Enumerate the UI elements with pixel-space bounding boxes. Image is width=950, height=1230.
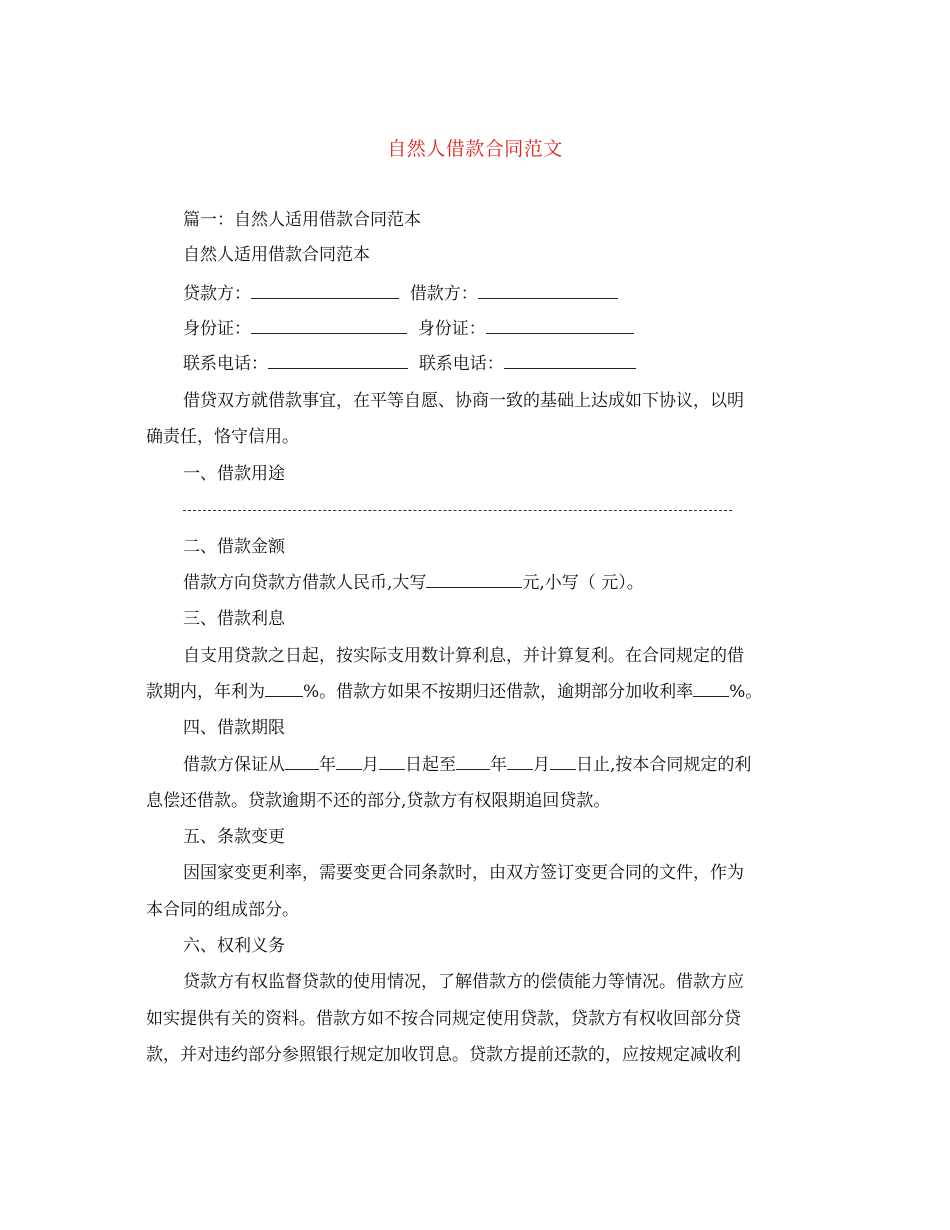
intro-line-2: 确责任，恪守信用。: [146, 427, 299, 447]
borrower-blank[interactable]: [478, 282, 618, 299]
change-line-1: 因国家变更利率，需要变更合同条款时，由双方签订变更合同的文件，作为: [183, 863, 744, 883]
start-day-blank[interactable]: [379, 753, 405, 770]
rights-line-3: 款，并对违约部分参照银行规定加收罚息。贷款方提前还款的，应按规定减收利: [146, 1045, 741, 1065]
document-title: 自然人借款合同范文: [387, 138, 563, 160]
interest-line-2: [146, 680, 762, 704]
interest-text-b: %。借款方如果不按期归还借款，逾期部分加收利率: [303, 682, 694, 702]
term-day-1: 日起至: [405, 755, 456, 775]
term-month-1: 月: [362, 755, 379, 775]
start-year-blank[interactable]: [285, 753, 319, 770]
rights-line-2: 如实提供有关的资料。借款方如不按合同规定使用贷款，贷款方有权收回部分贷: [146, 1009, 741, 1029]
borrower-id-label: 身份证：: [417, 319, 486, 339]
amount-text: 借款方向贷款方借款人民币,大写: [183, 573, 427, 593]
chapter-heading: 篇一：自然人适用借款合同范本: [183, 210, 421, 230]
term-text-a: 借款方保证从: [183, 755, 285, 775]
amount-line: [183, 571, 644, 595]
term-month-2: 月: [533, 755, 550, 775]
contract-subtitle: 自然人适用借款合同范本: [183, 245, 370, 265]
lender-phone-blank[interactable]: [268, 352, 408, 369]
section-heading-change: 五、条款变更: [183, 827, 285, 847]
section-heading-interest: 三、借款利息: [183, 609, 285, 629]
borrower-phone-label: 联系电话：: [418, 354, 504, 374]
interest-line-1: 自支用贷款之日起，按实际支用数计算利息，并计算复利。在合同规定的借: [183, 646, 744, 666]
lender-blank[interactable]: [251, 282, 399, 299]
start-month-blank[interactable]: [336, 753, 362, 770]
end-day-blank[interactable]: [550, 753, 576, 770]
id-row: [183, 317, 634, 341]
intro-line-1: 借贷双方就借款事宜，在平等自愿、协商一致的基础上达成如下协议，以明: [183, 391, 744, 411]
term-day-2: 日止,按本合同规定的利: [576, 755, 752, 775]
interest-text-a: 款期内，年利为: [146, 682, 265, 702]
end-month-blank[interactable]: [507, 753, 533, 770]
amount-blank[interactable]: [426, 571, 522, 588]
lender-label: 贷款方：: [183, 284, 251, 304]
term-line-2: 息偿还借款。贷款逾期不还的部分,贷款方有权限期追回贷款。: [146, 791, 611, 811]
lender-borrower-row: [183, 282, 618, 306]
section-heading-purpose: 一、借款用途: [183, 464, 285, 484]
phone-row: [183, 352, 636, 376]
annual-rate-blank[interactable]: [265, 680, 303, 697]
interest-text-c: %。: [729, 682, 763, 702]
borrower-phone-blank[interactable]: [504, 352, 636, 369]
section-heading-rights: 六、权利义务: [183, 936, 285, 956]
purpose-blank-line[interactable]: [183, 510, 732, 511]
end-year-blank[interactable]: [456, 753, 490, 770]
borrower-id-blank[interactable]: [486, 317, 634, 334]
lender-id-blank[interactable]: [251, 317, 407, 334]
lender-phone-label: 联系电话：: [183, 354, 268, 374]
lender-id-label: 身份证：: [183, 319, 251, 339]
overdue-rate-blank[interactable]: [693, 680, 729, 697]
rights-line-1: 贷款方有权监督贷款的使用情况，了解借款方的偿债能力等情况。借款方应: [183, 972, 744, 992]
term-year-1: 年: [319, 755, 336, 775]
change-line-2: 本合同的组成部分。: [146, 900, 299, 920]
section-heading-term: 四、借款期限: [183, 718, 285, 738]
term-year-2: 年: [490, 755, 507, 775]
term-line-1: [183, 753, 751, 777]
amount-text-end: 元,小写（ 元）。: [522, 573, 644, 593]
borrower-label: 借款方：: [409, 284, 478, 304]
section-heading-amount: 二、借款金额: [183, 537, 285, 557]
